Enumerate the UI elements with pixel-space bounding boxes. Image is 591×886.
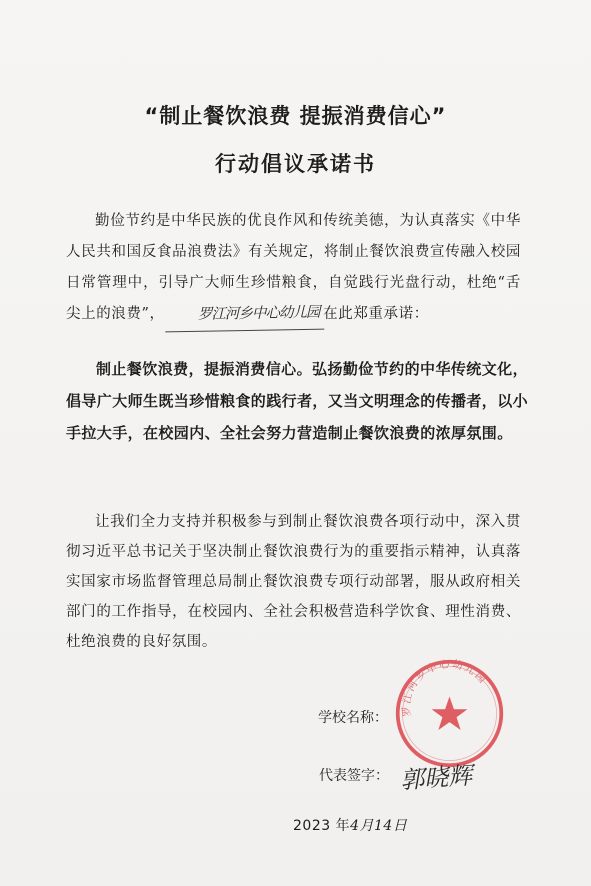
document-title-line1: “制止餐饮浪费 提振消费信心”: [144, 104, 447, 128]
date-handwritten: 4月14日: [350, 818, 408, 834]
paragraph-1-tail: 在此郑重承诺：: [323, 306, 429, 322]
paragraph-1: [66, 206, 521, 331]
svg-text:罗江河乡中心幼儿园: [401, 657, 490, 717]
paragraph-1-text: 勤俭节约是中华民族的优良作风和传统美德，为认真落实《中华人民共和国反食品浪费法》有关规定，将制止餐饮浪费宣传融入校园日常管理中，引导广大师生珍惜粮食，自觉践行光盘行动，杜绝“舌尖上的浪费”，: [66, 213, 521, 322]
paragraph-2-bold: 制止餐饮浪费，提振消费信心。弘扬勤俭节约的中华传统文化，倡导广大师生既当珍惜粮食的践行者，又当文明理念的传播者，以小手拉大手，在校园内、全社会努力营造制止餐饮浪费的浓厚氛围。: [66, 360, 529, 442]
date-year: 2023 年: [293, 818, 351, 834]
handwritten-school-name: 罗江河乡中心幼儿园: [164, 298, 323, 333]
date-line: [293, 815, 407, 835]
seal-lettering: 罗江河乡中心幼儿园: [400, 658, 490, 718]
paragraph-3: 让我们全力支持并积极参与到制止餐饮浪费各项行动中，深入贯彻习近平总书记关于坚决制止餐饮浪费行为的重要指示精神，认真落实国家市场监督管理总局制止餐饮浪费专项行动部署，服从政府相关部门的工作指导，在校园内、全社会积极营造科学饮食、理性消费、杜绝浪费的良好氛围。: [66, 514, 521, 650]
official-seal-icon: [393, 657, 506, 770]
school-name-label: 学校名称：: [318, 710, 388, 726]
document-title-line2: 行动倡议承诺书: [215, 152, 376, 176]
handwritten-signature: 郭晓辉: [399, 761, 474, 795]
representative-signature-label: 代表签字：: [319, 768, 389, 784]
